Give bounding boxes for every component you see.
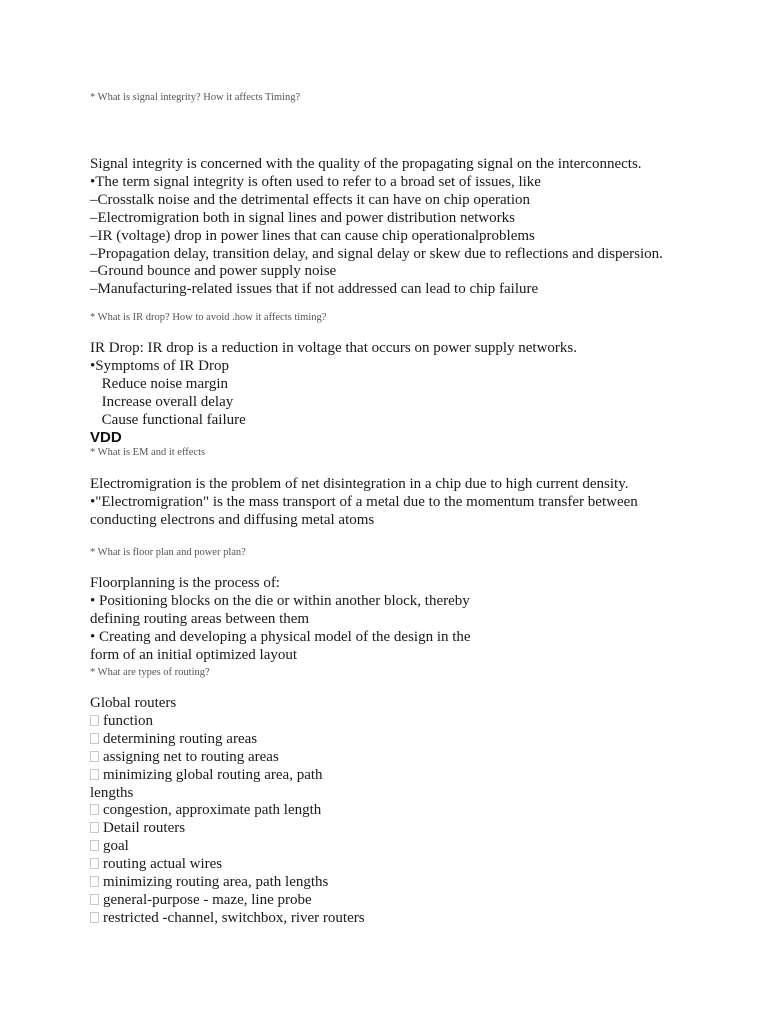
checkbox-glyph-icon: [90, 804, 99, 815]
text-line: •The term signal integrity is often used to refer to a broad set of issues, like: [90, 173, 541, 190]
list-item: minimizing routing area, path lengths: [90, 874, 365, 892]
question-ir-drop: * What is IR drop? How to avoid .how it affects timing?: [90, 312, 327, 323]
list-item: assigning net to routing areas: [90, 749, 365, 767]
text-line: –Electromigration both in signal lines and power distribution networks: [90, 209, 515, 226]
text-line: –Propagation delay, transition delay, and signal delay or skew due to reflections and dispersion.: [90, 245, 663, 262]
text-line: Floorplanning is the process of:: [90, 575, 280, 591]
checkbox-glyph-icon: [90, 840, 99, 851]
text-line: lengths: [90, 784, 134, 801]
checkbox-glyph-icon: [90, 894, 99, 905]
text-line: Reduce noise margin: [90, 375, 217, 392]
text-line: • Positioning blocks on the die or within another block, thereby: [90, 592, 470, 609]
vdd-label: VDD: [90, 429, 122, 446]
checkbox-glyph-icon: [90, 858, 99, 869]
question-floor-plan: * What is floor plan and power plan?: [90, 547, 246, 558]
signal-integrity-answer: [90, 156, 663, 299]
list-item: Detail routers: [90, 820, 365, 838]
checkbox-glyph-icon: [90, 876, 99, 887]
text-line: defining routing areas between them: [90, 610, 310, 627]
list-item: routing actual wires: [90, 856, 365, 874]
routing-answer: [90, 695, 365, 928]
list-item: goal: [90, 838, 365, 856]
list-item: function: [90, 713, 365, 731]
text-line: –Manufacturing-related issues that if not addressed can lead to chip failure: [90, 281, 539, 298]
text-line: IR Drop: IR drop is a reduction in voltage that occurs on power supply networks.: [90, 340, 577, 356]
text-line: form of an initial optimized layout: [90, 646, 298, 663]
text-line: Signal integrity is concerned with the quality of the propagating signal on the interconnects.: [90, 156, 642, 172]
list-item: general-purpose - maze, line probe: [90, 892, 365, 910]
checkbox-glyph-icon: [90, 715, 99, 726]
list-item: determining routing areas: [90, 731, 365, 749]
text-line: Electromigration is the problem of net disintegration in a chip due to high current density.: [90, 476, 629, 492]
question-electromigration: * What is EM and it effects: [90, 447, 206, 458]
routing-heading: Global routers: [90, 695, 177, 711]
list-item: congestion, approximate path length: [90, 802, 365, 820]
question-signal-integrity: * What is signal integrity? How it affects Timing?: [90, 92, 301, 103]
text-line: • Creating and developing a physical model of the design in the: [90, 628, 471, 645]
ir-drop-answer: [90, 340, 577, 430]
checkbox-glyph-icon: [90, 751, 99, 762]
text-line: –Crosstalk noise and the detrimental effects it can have on chip operation: [90, 191, 531, 208]
text-line: Increase overall delay: [90, 393, 222, 410]
floorplan-answer: [90, 575, 471, 665]
list-item: restricted -channel, switchbox, river routers: [90, 910, 365, 928]
checkbox-glyph-icon: [90, 733, 99, 744]
text-line: –IR (voltage) drop in power lines that can cause chip operationalproblems: [90, 227, 535, 244]
text-line: –Ground bounce and power supply noise: [90, 263, 337, 280]
text-line: Cause functional failure: [90, 411, 235, 428]
text-line: •Symptoms of IR Drop: [90, 357, 230, 374]
checkbox-glyph-icon: [90, 822, 99, 833]
checkbox-glyph-icon: [90, 769, 99, 780]
electromigration-answer: [90, 476, 638, 530]
list-item: minimizing global routing area, path: [90, 767, 365, 785]
text-line: conducting electrons and diffusing metal atoms: [90, 511, 375, 528]
question-routing-types: * What are types of routing?: [90, 667, 210, 678]
text-line: •"Electromigration" is the mass transport of a metal due to the momentum transfer between: [90, 493, 638, 510]
checkbox-glyph-icon: [90, 912, 99, 923]
